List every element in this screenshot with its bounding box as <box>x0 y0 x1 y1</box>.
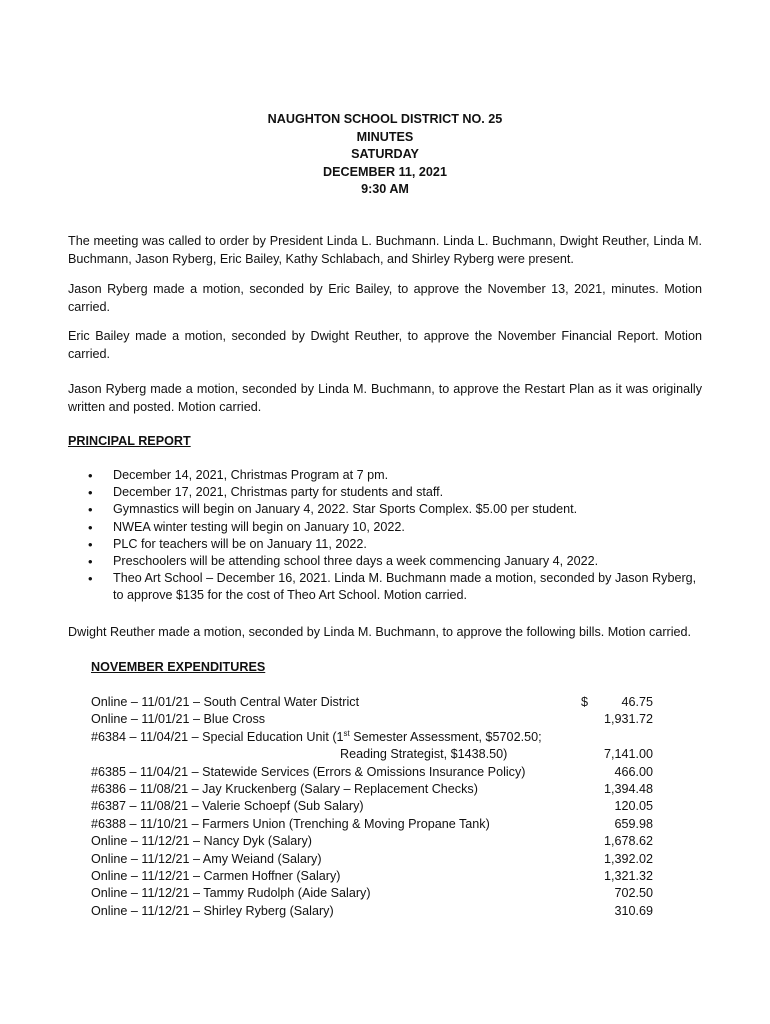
expenditure-row <box>91 781 661 798</box>
call-to-order-paragraph: The meeting was called to order by President Linda L. Buchmann. Linda L. Buchmann, Dwight Reuther, Linda M. Buchmann, Jason Ryberg, Eric Bailey, Kathy Schlabach, and Shirley Ryberg were present. <box>68 234 702 266</box>
expenditure-row <box>91 885 661 902</box>
expenditure-amount: 1,392.02 <box>603 851 653 866</box>
currency-symbol: $ <box>581 695 589 709</box>
expenditure-row <box>91 903 661 920</box>
description-part: #6384 – 11/04/21 – Special Education Unit (1 <box>91 729 344 744</box>
expenditure-description: #6387 – 11/08/21 – Valerie Schoepf (Sub Salary) <box>91 799 364 814</box>
principal-report-item-text: NWEA winter testing will begin on January 10, 2022. <box>113 519 405 534</box>
expenditure-row <box>91 729 661 746</box>
expenditure-amount: 1,678.62 <box>603 834 653 849</box>
expenditure-description: #6385 – 11/04/21 – Statewide Services (Errors & Omissions Insurance Policy) <box>91 764 526 779</box>
expenditure-amount: 1,394.48 <box>603 781 653 796</box>
expenditure-row-continuation <box>91 746 661 763</box>
expenditure-description: Online – 11/12/21 – Nancy Dyk (Salary) <box>91 834 312 849</box>
expenditures-table <box>91 694 661 920</box>
november-expenditures-heading: NOVEMBER EXPENDITURES <box>91 660 266 674</box>
expenditure-amount: 659.98 <box>614 816 653 831</box>
expenditure-row <box>91 816 661 833</box>
expenditure-description: Online – 11/12/21 – Tammy Rudolph (Aide Salary) <box>91 886 371 901</box>
principal-report-item-text: Preschoolers will be attending school three days a week commencing January 4, 2022. <box>113 554 599 569</box>
expenditure-amount: 702.50 <box>614 886 653 901</box>
document-type: MINUTES <box>356 129 414 144</box>
expenditure-description: Online – 11/12/21 – Shirley Ryberg (Salary) <box>91 903 334 918</box>
expenditure-description: Online – 11/12/21 – Carmen Hoffner (Salary) <box>91 868 341 883</box>
expenditure-row <box>91 711 661 728</box>
expenditure-row <box>91 694 661 711</box>
meeting-date: DECEMBER 11, 2021 <box>323 164 447 179</box>
principal-report-item-text: December 14, 2021, Christmas Program at 7 pm. <box>113 468 389 482</box>
principal-report-item <box>68 501 702 518</box>
expenditure-amount: 1,321.32 <box>603 868 653 883</box>
principal-report-item-text: PLC for teachers will be on January 11, 2022. <box>113 536 367 551</box>
principal-report-item <box>68 519 702 536</box>
expenditure-amount: 46.75 <box>621 695 653 709</box>
bullet-icon: • <box>88 502 93 518</box>
principal-report-item <box>68 553 702 570</box>
principal-report-item <box>68 467 702 484</box>
expenditure-description: Online – 11/01/21 – South Central Water District <box>91 695 360 709</box>
meeting-day: SATURDAY <box>351 147 419 161</box>
principal-report-item-text: Theo Art School – December 16, 2021. Linda M. Buchmann made a motion, seconded by Jason Ryberg, to approve $135 for the cost of Theo Art School. Motion carried. <box>113 571 697 603</box>
meeting-time: 9:30 AM <box>361 182 409 196</box>
bullet-icon: • <box>88 468 93 483</box>
financial-report-motion-paragraph: Eric Bailey made a motion, seconded by Dwight Reuther, to approve the November Financial Report. Motion carried. <box>68 329 702 361</box>
document-header <box>0 111 770 199</box>
expenditure-row <box>91 851 661 868</box>
principal-report-item <box>68 536 702 553</box>
bullet-icon: • <box>88 554 93 570</box>
bullet-icon: • <box>88 519 93 535</box>
expenditure-description: #6386 – 11/08/21 – Jay Kruckenberg (Salary – Replacement Checks) <box>91 781 478 796</box>
principal-report-list <box>68 467 702 605</box>
expenditure-row <box>91 798 661 815</box>
expenditure-row <box>91 868 661 885</box>
principal-report-heading: PRINCIPAL REPORT <box>68 434 191 448</box>
expenditure-description: Online – 11/12/21 – Amy Weiand (Salary) <box>91 851 322 866</box>
expenditure-row <box>91 833 661 850</box>
minutes-motion-paragraph: Jason Ryberg made a motion, seconded by Eric Bailey, to approve the November 13, 2021, minutes. Motion carried. <box>68 282 702 314</box>
expenditure-description-continued: Reading Strategist, $1438.50) <box>340 747 508 762</box>
description-part: Semester Assessment, $5702.50; <box>349 729 542 744</box>
district-name: NAUGHTON SCHOOL DISTRICT NO. 25 <box>267 112 503 126</box>
expenditure-amount: 120.05 <box>614 799 653 814</box>
expenditure-row <box>91 764 661 781</box>
expenditure-description <box>91 729 542 746</box>
expenditure-description: Online – 11/01/21 – Blue Cross <box>91 712 266 727</box>
principal-report-item <box>68 570 702 604</box>
bullet-icon: • <box>88 536 93 552</box>
principal-report-item-text: Gymnastics will begin on January 4, 2022. Star Sports Complex. $5.00 per student. <box>113 502 578 517</box>
bullet-icon: • <box>88 485 93 501</box>
principal-report-item-text: December 17, 2021, Christmas party for students and staff. <box>113 485 444 500</box>
restart-plan-motion-paragraph: Jason Ryberg made a motion, seconded by Linda M. Buchmann, to approve the Restart Plan as it was originally written and posted. Motion carried. <box>68 382 702 414</box>
expenditure-description: #6388 – 11/10/21 – Farmers Union (Trenching & Moving Propane Tank) <box>91 816 490 831</box>
principal-report-item <box>68 484 702 501</box>
expenditure-amount: 7,141.00 <box>603 747 653 762</box>
expenditure-amount: 310.69 <box>614 903 653 918</box>
expenditure-amount: 466.00 <box>614 764 653 779</box>
ordinal-superscript: st <box>343 728 350 738</box>
bills-motion-paragraph: Dwight Reuther made a motion, seconded by Linda M. Buchmann, to approve the following bills. Motion carried. <box>68 625 692 639</box>
expenditure-amount: 1,931.72 <box>603 712 653 727</box>
bullet-icon: • <box>88 571 93 587</box>
